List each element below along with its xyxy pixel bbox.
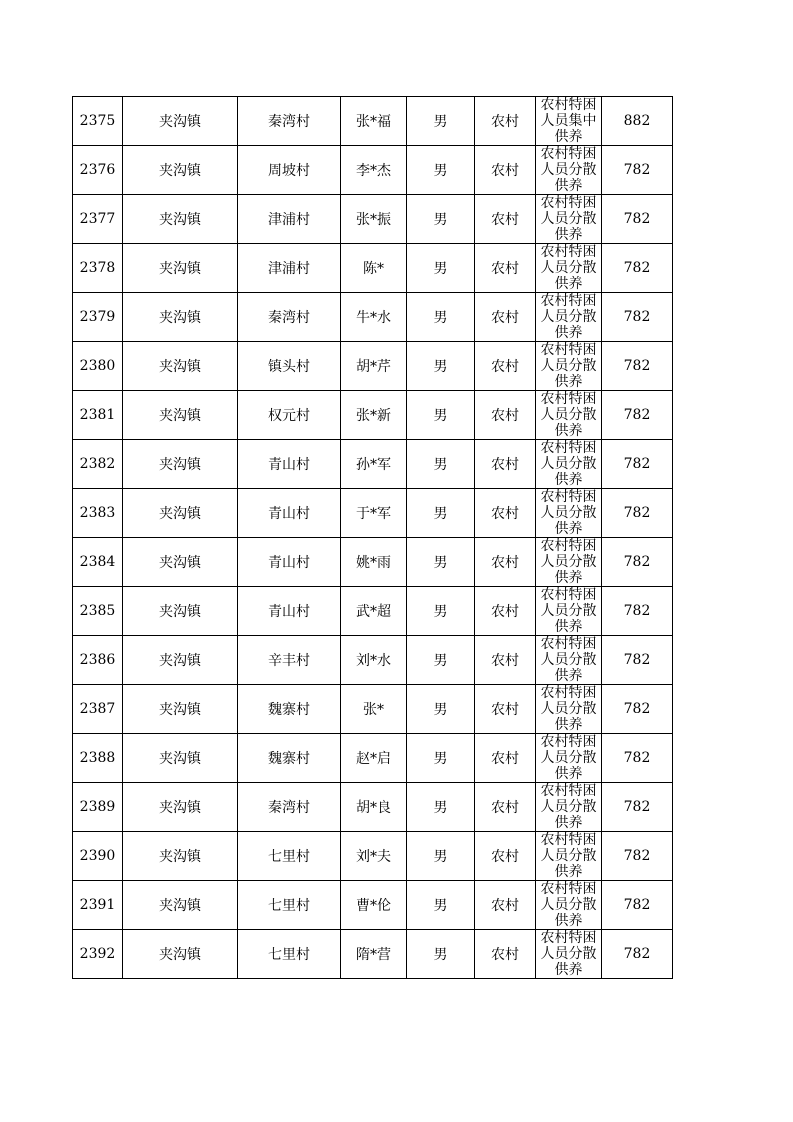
cell-name: 牛*水 (341, 293, 407, 342)
cell-gender: 男 (407, 195, 475, 244)
cell-id: 2375 (73, 97, 123, 146)
cell-amount: 782 (602, 244, 673, 293)
category-text: 农村特困人员分散供养 (540, 636, 597, 684)
cell-category (536, 636, 602, 685)
cell-town: 夹沟镇 (123, 440, 238, 489)
cell-area: 农村 (475, 440, 536, 489)
category-text: 农村特困人员分散供养 (540, 881, 597, 929)
table-row (73, 293, 673, 342)
cell-category (536, 391, 602, 440)
cell-id: 2378 (73, 244, 123, 293)
cell-gender: 男 (407, 685, 475, 734)
category-text: 农村特困人员分散供养 (540, 734, 597, 782)
cell-area: 农村 (475, 930, 536, 979)
cell-amount: 782 (602, 293, 673, 342)
cell-name: 姚*雨 (341, 538, 407, 587)
cell-area: 农村 (475, 342, 536, 391)
cell-id: 2377 (73, 195, 123, 244)
cell-gender: 男 (407, 734, 475, 783)
records-table (72, 96, 673, 979)
cell-town: 夹沟镇 (123, 783, 238, 832)
cell-id: 2390 (73, 832, 123, 881)
category-text: 农村特困人员分散供养 (540, 832, 597, 880)
cell-gender: 男 (407, 832, 475, 881)
cell-amount: 782 (602, 538, 673, 587)
cell-amount: 782 (602, 881, 673, 930)
cell-village: 七里村 (238, 832, 341, 881)
table-row (73, 734, 673, 783)
cell-name: 孙*军 (341, 440, 407, 489)
table-row (73, 783, 673, 832)
cell-village: 青山村 (238, 489, 341, 538)
table-row (73, 97, 673, 146)
cell-id: 2383 (73, 489, 123, 538)
cell-amount: 782 (602, 783, 673, 832)
cell-category (536, 734, 602, 783)
cell-category (536, 489, 602, 538)
category-text: 农村特困人员集中供养 (540, 97, 597, 145)
cell-gender: 男 (407, 293, 475, 342)
cell-town: 夹沟镇 (123, 489, 238, 538)
cell-village: 魏寨村 (238, 685, 341, 734)
cell-village: 秦湾村 (238, 97, 341, 146)
cell-town: 夹沟镇 (123, 97, 238, 146)
cell-name: 隋*营 (341, 930, 407, 979)
cell-id: 2385 (73, 587, 123, 636)
table-row (73, 146, 673, 195)
category-text: 农村特困人员分散供养 (540, 783, 597, 831)
cell-name: 赵*启 (341, 734, 407, 783)
category-text: 农村特困人员分散供养 (540, 685, 597, 733)
category-text: 农村特困人员分散供养 (540, 342, 597, 390)
cell-id: 2386 (73, 636, 123, 685)
cell-town: 夹沟镇 (123, 636, 238, 685)
table-row (73, 538, 673, 587)
table-row (73, 685, 673, 734)
cell-gender: 男 (407, 342, 475, 391)
cell-village: 青山村 (238, 587, 341, 636)
cell-village: 周坡村 (238, 146, 341, 195)
cell-amount: 782 (602, 636, 673, 685)
cell-name: 张*新 (341, 391, 407, 440)
cell-village: 七里村 (238, 930, 341, 979)
table-row (73, 930, 673, 979)
cell-gender: 男 (407, 146, 475, 195)
cell-category (536, 146, 602, 195)
cell-id: 2392 (73, 930, 123, 979)
cell-category (536, 244, 602, 293)
category-text: 农村特困人员分散供养 (540, 538, 597, 586)
cell-name: 武*超 (341, 587, 407, 636)
cell-id: 2389 (73, 783, 123, 832)
table-row (73, 195, 673, 244)
cell-category (536, 832, 602, 881)
cell-town: 夹沟镇 (123, 195, 238, 244)
cell-category (536, 587, 602, 636)
cell-village: 秦湾村 (238, 783, 341, 832)
cell-category (536, 881, 602, 930)
category-text: 农村特困人员分散供养 (540, 930, 597, 978)
cell-area: 农村 (475, 832, 536, 881)
cell-area: 农村 (475, 97, 536, 146)
cell-name: 于*军 (341, 489, 407, 538)
cell-category (536, 97, 602, 146)
cell-village: 七里村 (238, 881, 341, 930)
cell-village: 权元村 (238, 391, 341, 440)
cell-amount: 882 (602, 97, 673, 146)
cell-area: 农村 (475, 783, 536, 832)
cell-gender: 男 (407, 97, 475, 146)
cell-amount: 782 (602, 195, 673, 244)
cell-town: 夹沟镇 (123, 930, 238, 979)
cell-town: 夹沟镇 (123, 881, 238, 930)
cell-area: 农村 (475, 195, 536, 244)
table-row (73, 391, 673, 440)
cell-category (536, 783, 602, 832)
cell-name: 胡*芹 (341, 342, 407, 391)
cell-gender: 男 (407, 587, 475, 636)
table-row (73, 489, 673, 538)
cell-town: 夹沟镇 (123, 538, 238, 587)
cell-name: 张*福 (341, 97, 407, 146)
cell-area: 农村 (475, 391, 536, 440)
cell-id: 2376 (73, 146, 123, 195)
cell-gender: 男 (407, 636, 475, 685)
cell-category (536, 685, 602, 734)
cell-town: 夹沟镇 (123, 342, 238, 391)
cell-category (536, 293, 602, 342)
cell-amount: 782 (602, 391, 673, 440)
category-text: 农村特困人员分散供养 (540, 587, 597, 635)
cell-village: 青山村 (238, 538, 341, 587)
category-text: 农村特困人员分散供养 (540, 244, 597, 292)
category-text: 农村特困人员分散供养 (540, 391, 597, 439)
cell-category (536, 440, 602, 489)
cell-amount: 782 (602, 587, 673, 636)
cell-area: 农村 (475, 244, 536, 293)
cell-id: 2379 (73, 293, 123, 342)
cell-area: 农村 (475, 636, 536, 685)
cell-id: 2391 (73, 881, 123, 930)
cell-id: 2384 (73, 538, 123, 587)
cell-area: 农村 (475, 489, 536, 538)
cell-name: 胡*良 (341, 783, 407, 832)
cell-gender: 男 (407, 881, 475, 930)
cell-area: 农村 (475, 685, 536, 734)
cell-id: 2388 (73, 734, 123, 783)
table-row (73, 342, 673, 391)
cell-name: 刘*夫 (341, 832, 407, 881)
cell-gender: 男 (407, 538, 475, 587)
cell-gender: 男 (407, 244, 475, 293)
cell-area: 农村 (475, 538, 536, 587)
table-row (73, 832, 673, 881)
cell-id: 2381 (73, 391, 123, 440)
cell-amount: 782 (602, 440, 673, 489)
table-row (73, 244, 673, 293)
cell-village: 镇头村 (238, 342, 341, 391)
cell-area: 农村 (475, 293, 536, 342)
cell-gender: 男 (407, 783, 475, 832)
cell-village: 魏寨村 (238, 734, 341, 783)
cell-town: 夹沟镇 (123, 587, 238, 636)
cell-town: 夹沟镇 (123, 244, 238, 293)
cell-name: 曹*伦 (341, 881, 407, 930)
cell-amount: 782 (602, 489, 673, 538)
cell-area: 农村 (475, 146, 536, 195)
cell-area: 农村 (475, 587, 536, 636)
cell-id: 2382 (73, 440, 123, 489)
cell-village: 秦湾村 (238, 293, 341, 342)
table-row (73, 881, 673, 930)
table-row (73, 636, 673, 685)
cell-village: 津浦村 (238, 195, 341, 244)
table-body (73, 97, 673, 979)
category-text: 农村特困人员分散供养 (540, 489, 597, 537)
cell-name: 刘*水 (341, 636, 407, 685)
table-row (73, 440, 673, 489)
cell-amount: 782 (602, 832, 673, 881)
cell-category (536, 930, 602, 979)
cell-category (536, 538, 602, 587)
cell-town: 夹沟镇 (123, 293, 238, 342)
cell-amount: 782 (602, 930, 673, 979)
cell-town: 夹沟镇 (123, 146, 238, 195)
cell-id: 2380 (73, 342, 123, 391)
cell-name: 张* (341, 685, 407, 734)
table-row (73, 587, 673, 636)
cell-name: 李*杰 (341, 146, 407, 195)
cell-town: 夹沟镇 (123, 391, 238, 440)
cell-area: 农村 (475, 734, 536, 783)
category-text: 农村特困人员分散供养 (540, 440, 597, 488)
cell-village: 辛丰村 (238, 636, 341, 685)
cell-category (536, 195, 602, 244)
cell-amount: 782 (602, 342, 673, 391)
cell-amount: 782 (602, 685, 673, 734)
cell-town: 夹沟镇 (123, 685, 238, 734)
category-text: 农村特困人员分散供养 (540, 293, 597, 341)
cell-gender: 男 (407, 930, 475, 979)
cell-village: 津浦村 (238, 244, 341, 293)
cell-gender: 男 (407, 489, 475, 538)
cell-amount: 782 (602, 734, 673, 783)
category-text: 农村特困人员分散供养 (540, 195, 597, 243)
cell-amount: 782 (602, 146, 673, 195)
cell-id: 2387 (73, 685, 123, 734)
cell-town: 夹沟镇 (123, 832, 238, 881)
cell-village: 青山村 (238, 440, 341, 489)
cell-name: 张*振 (341, 195, 407, 244)
cell-category (536, 342, 602, 391)
cell-gender: 男 (407, 391, 475, 440)
cell-area: 农村 (475, 881, 536, 930)
cell-gender: 男 (407, 440, 475, 489)
cell-town: 夹沟镇 (123, 734, 238, 783)
cell-name: 陈* (341, 244, 407, 293)
category-text: 农村特困人员分散供养 (540, 146, 597, 194)
